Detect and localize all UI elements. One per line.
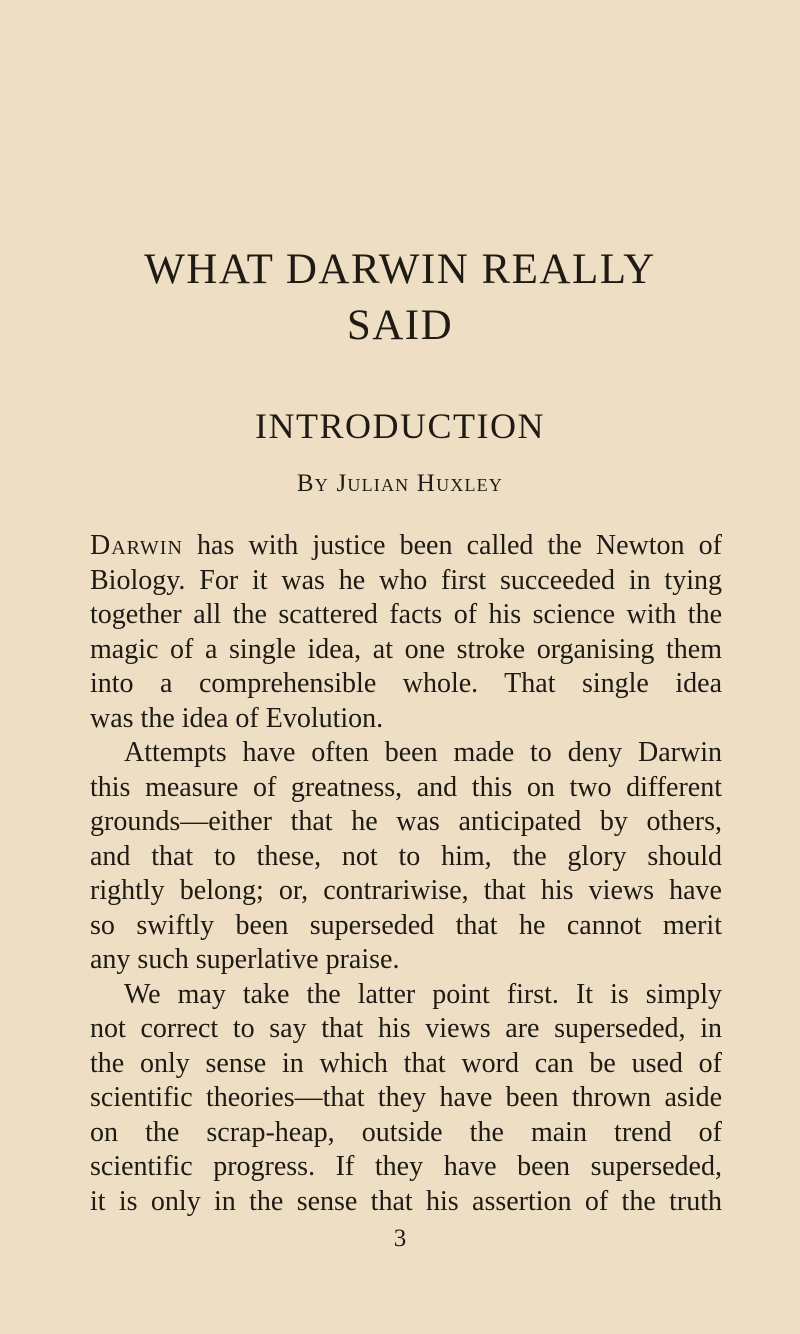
text-line: so swiftly been superseded that he cannot merit	[90, 909, 722, 941]
book-title-line-2: SAID	[346, 302, 454, 349]
text-line: Biology. For it was he who first succeeded in tying	[90, 564, 722, 596]
page-number: 3	[393, 1225, 407, 1252]
book-title	[0, 242, 800, 354]
text-line: it is only in the sense that his assertion of the truth	[90, 1185, 722, 1217]
text-line: on the scrap-heap, outside the main trend of	[90, 1116, 722, 1148]
text-line: this measure of greatness, and this on two different	[90, 771, 722, 803]
text-line: grounds—either that he was anticipated by others,	[90, 806, 722, 837]
text-line: Darwin has with justice been called the Newton of	[90, 530, 722, 561]
text-line: together all the scattered facts of his science with the	[90, 599, 722, 630]
text-line: any such superlative praise.	[90, 944, 400, 975]
text-line: scientific progress. If they have been superseded,	[90, 1151, 722, 1182]
text-line: scientific theories—that they have been thrown aside	[90, 1082, 722, 1113]
lead-word: Darwin	[90, 530, 183, 561]
text-line: and that to these, not to him, the glory should	[90, 840, 722, 872]
text-line: was the idea of Evolution.	[90, 702, 384, 734]
text-line: rightly belong; or, contrariwise, that his views have	[90, 875, 722, 906]
text-line: magic of a single idea, at one stroke organising them	[90, 633, 722, 665]
text-line: Attempts have often been made to deny Darwin	[124, 737, 722, 768]
body-text	[90, 529, 722, 1219]
text-line: not correct to say that his views are superseded, in	[90, 1013, 722, 1044]
text-line: We may take the latter point first. It is simply	[124, 978, 722, 1010]
section-heading: INTRODUCTION	[255, 406, 545, 446]
author-byline: By Julian Huxley	[296, 470, 504, 497]
book-title-line-1: WHAT DARWIN REALLY	[144, 246, 656, 293]
text-line: into a comprehensible whole. That single idea	[90, 668, 722, 699]
text-line: the only sense in which that word can be used of	[90, 1047, 722, 1079]
